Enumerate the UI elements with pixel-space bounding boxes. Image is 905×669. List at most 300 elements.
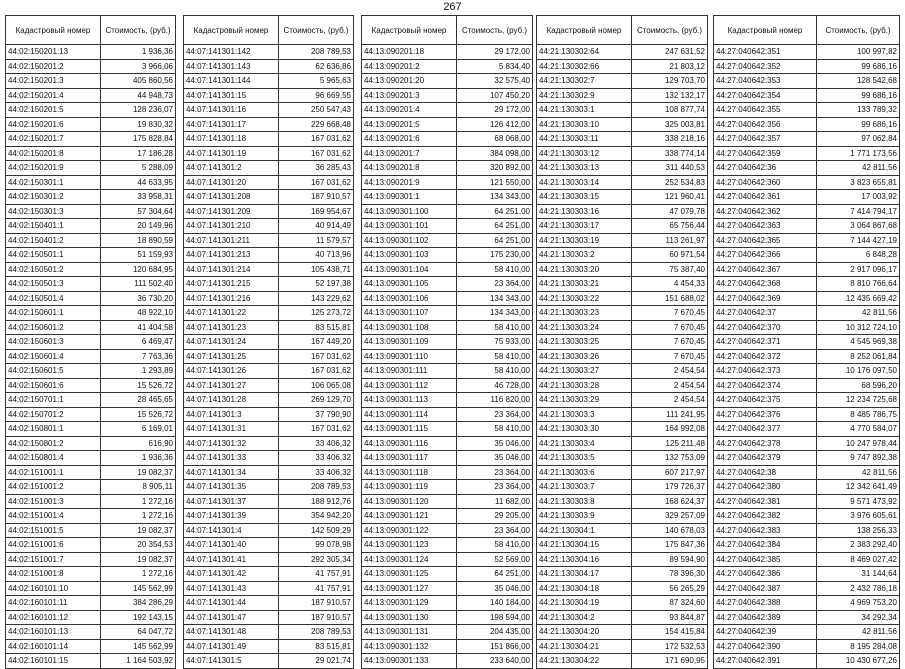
header-cost: Стоимость, (руб.) xyxy=(457,16,533,45)
cadastral-number-cell: 44:27:040642:371 xyxy=(714,335,817,350)
cost-cell: 1 936,36 xyxy=(101,45,176,60)
cost-cell: 5 288,09 xyxy=(101,161,176,176)
table-row xyxy=(184,175,354,190)
cadastral-number-cell: 44:13:090201:4 xyxy=(362,103,457,118)
cadastral-number-cell: 44:27:040642:379 xyxy=(714,451,817,466)
cadastral-number-cell: 44:27:040642:384 xyxy=(714,538,817,553)
header-cost: Стоимость, (руб.) xyxy=(817,16,900,45)
table-row xyxy=(184,523,354,538)
cadastral-number-cell: 44:27:040642:367 xyxy=(714,262,817,277)
table-row xyxy=(714,277,900,292)
cadastral-number-cell: 44:07:141301:44 xyxy=(184,596,279,611)
cadastral-number-cell: 44:13:090201:18 xyxy=(362,45,457,60)
table-row xyxy=(537,639,708,654)
table-row xyxy=(184,494,354,509)
table-row xyxy=(184,161,354,176)
cost-cell: 20 354,53 xyxy=(101,538,176,553)
cost-cell: 52 569,00 xyxy=(457,552,533,567)
cost-cell: 97 062,84 xyxy=(817,132,900,147)
table-row xyxy=(6,219,176,234)
cadastral-number-cell: 44:07:141301:37 xyxy=(184,494,279,509)
cadastral-number-cell: 44:07:141301:28 xyxy=(184,393,279,408)
table-row xyxy=(537,277,708,292)
cost-cell: 18 890,59 xyxy=(101,233,176,248)
cadastral-number-cell: 44:13:090301:104 xyxy=(362,262,457,277)
cost-cell: 8 905,11 xyxy=(101,480,176,495)
cost-cell: 1 272,16 xyxy=(101,509,176,524)
cost-cell: 7 670,45 xyxy=(632,349,708,364)
cadastral-number-cell: 44:02:150801:1 xyxy=(6,422,101,437)
cadastral-number-cell: 44:02:151001:4 xyxy=(6,509,101,524)
table-row xyxy=(537,161,708,176)
table-row xyxy=(362,378,533,393)
table-row xyxy=(714,639,900,654)
cadastral-number-cell: 44:02:151001:5 xyxy=(6,523,101,538)
table-row xyxy=(362,610,533,625)
table-row xyxy=(362,204,533,219)
table-row xyxy=(537,596,708,611)
cadastral-number-cell: 44:27:040642:359 xyxy=(714,146,817,161)
cost-cell: 175 847,36 xyxy=(632,538,708,553)
cost-cell: 134 343,00 xyxy=(457,306,533,321)
cadastral-number-cell: 44:13:090301:105 xyxy=(362,277,457,292)
table-row xyxy=(362,567,533,582)
cadastral-number-cell: 44:21:130303:24 xyxy=(537,320,632,335)
cadastral-number-cell: 44:02:150201:9 xyxy=(6,161,101,176)
cadastral-number-cell: 44:21:130303:23 xyxy=(537,306,632,321)
cost-cell: 7 670,45 xyxy=(632,306,708,321)
table-row xyxy=(6,277,176,292)
cadastral-number-cell: 44:07:141301:31 xyxy=(184,422,279,437)
cost-cell: 68 068,00 xyxy=(457,132,533,147)
cadastral-number-cell: 44:27:040642:355 xyxy=(714,103,817,118)
cadastral-number-cell: 44:02:150201:8 xyxy=(6,146,101,161)
table-row xyxy=(537,45,708,60)
table-row xyxy=(6,480,176,495)
cadastral-number-cell: 44:27:040642:368 xyxy=(714,277,817,292)
cost-cell: 167 449,20 xyxy=(279,335,354,350)
cadastral-number-cell: 44:21:130304:20 xyxy=(537,625,632,640)
cost-cell: 2 454,54 xyxy=(632,364,708,379)
table-row xyxy=(714,407,900,422)
table-row xyxy=(362,509,533,524)
cadastral-number-cell: 44:21:130303:9 xyxy=(537,509,632,524)
table-row xyxy=(537,509,708,524)
cost-cell: 250 547,43 xyxy=(279,103,354,118)
cost-cell: 7 144 427,19 xyxy=(817,233,900,248)
cadastral-number-cell: 44:21:130303:26 xyxy=(537,349,632,364)
cost-cell: 78 396,30 xyxy=(632,567,708,582)
cadastral-number-cell: 44:13:090301:107 xyxy=(362,306,457,321)
cadastral-number-cell: 44:21:130302:7 xyxy=(537,74,632,89)
header-cost: Стоимость, (руб.) xyxy=(632,16,708,45)
cost-cell: 125 273,72 xyxy=(279,306,354,321)
table-row xyxy=(362,465,533,480)
cost-cell: 338 218,16 xyxy=(632,132,708,147)
table-row xyxy=(714,132,900,147)
table-row xyxy=(362,175,533,190)
cadastral-number-cell: 44:02:160101:12 xyxy=(6,610,101,625)
table-row xyxy=(6,248,176,263)
cadastral-number-cell: 44:13:090301:102 xyxy=(362,233,457,248)
table-row xyxy=(184,654,354,669)
cost-cell: 128 236,07 xyxy=(101,103,176,118)
table-row xyxy=(6,639,176,654)
cadastral-number-cell: 44:02:150501:4 xyxy=(6,291,101,306)
cost-cell: 175 828,84 xyxy=(101,132,176,147)
cadastral-number-cell: 44:13:090301:113 xyxy=(362,393,457,408)
cadastral-number-cell: 44:21:130303:28 xyxy=(537,378,632,393)
cost-cell: 192 143,15 xyxy=(101,610,176,625)
cost-cell: 616,90 xyxy=(101,436,176,451)
cadastral-number-cell: 44:27:040642:374 xyxy=(714,378,817,393)
table-row xyxy=(184,335,354,350)
table-row xyxy=(184,103,354,118)
table-row xyxy=(537,552,708,567)
cost-cell: 21 803,12 xyxy=(632,59,708,74)
table-row xyxy=(6,451,176,466)
cost-cell: 75 933,00 xyxy=(457,335,533,350)
cadastral-number-cell: 44:21:130303:22 xyxy=(537,291,632,306)
cadastral-number-cell: 44:13:090301:103 xyxy=(362,248,457,263)
cost-cell: 42 811,56 xyxy=(817,625,900,640)
table-row xyxy=(6,393,176,408)
table-row xyxy=(537,436,708,451)
cadastral-number-cell: 44:13:090301:127 xyxy=(362,581,457,596)
cadastral-number-cell: 44:21:130304:1 xyxy=(537,523,632,538)
cadastral-number-cell: 44:07:141301:47 xyxy=(184,610,279,625)
table-row xyxy=(6,262,176,277)
cost-cell: 126 412,00 xyxy=(457,117,533,132)
cost-cell: 2 917 096,17 xyxy=(817,262,900,277)
cost-cell: 179 726,37 xyxy=(632,480,708,495)
cadastral-number-cell: 44:21:130303:25 xyxy=(537,335,632,350)
cost-cell: 208 789,53 xyxy=(279,625,354,640)
cost-cell: 106 065,08 xyxy=(279,378,354,393)
cadastral-number-cell: 44:27:040642:383 xyxy=(714,523,817,538)
table-row xyxy=(714,509,900,524)
cadastral-number-cell: 44:02:150501:1 xyxy=(6,248,101,263)
cost-cell: 10 247 978,44 xyxy=(817,436,900,451)
cost-cell: 7 763,36 xyxy=(101,349,176,364)
table-row xyxy=(362,103,533,118)
cadastral-number-cell: 44:13:090301:124 xyxy=(362,552,457,567)
cost-cell: 175 230,00 xyxy=(457,248,533,263)
table-row xyxy=(184,552,354,567)
cadastral-number-cell: 44:21:130303:1 xyxy=(537,103,632,118)
cost-cell: 171 690,95 xyxy=(632,654,708,669)
table-row xyxy=(362,349,533,364)
cost-cell: 37 790,90 xyxy=(279,407,354,422)
table-row xyxy=(6,233,176,248)
cadastral-number-cell: 44:13:090301:101 xyxy=(362,219,457,234)
cost-cell: 99 078,98 xyxy=(279,538,354,553)
cost-cell: 8 485 786,75 xyxy=(817,407,900,422)
cadastral-number-cell: 44:02:150601:1 xyxy=(6,306,101,321)
cadastral-number-cell: 44:27:040642:366 xyxy=(714,248,817,263)
table-row xyxy=(184,538,354,553)
table-row xyxy=(714,567,900,582)
table-row xyxy=(714,88,900,103)
cadastral-number-cell: 44:27:040642:373 xyxy=(714,364,817,379)
table-row xyxy=(184,465,354,480)
cadastral-number-cell: 44:21:130303:2 xyxy=(537,248,632,263)
table-row xyxy=(362,654,533,669)
cadastre-table-3 xyxy=(361,15,533,669)
cadastral-number-cell: 44:13:090201:2 xyxy=(362,59,457,74)
table-row xyxy=(362,262,533,277)
cost-cell: 62 636,86 xyxy=(279,59,354,74)
table-row xyxy=(714,465,900,480)
cadastral-number-cell: 44:21:130303:5 xyxy=(537,451,632,466)
table-row xyxy=(714,248,900,263)
table-row xyxy=(6,538,176,553)
cadastral-number-cell: 44:07:141301:25 xyxy=(184,349,279,364)
cadastral-number-cell: 44:13:090201:6 xyxy=(362,132,457,147)
cadastral-number-cell: 44:07:141301:34 xyxy=(184,465,279,480)
cadastral-number-cell: 44:21:130304:16 xyxy=(537,552,632,567)
table-row xyxy=(537,407,708,422)
cost-cell: 229 668,48 xyxy=(279,117,354,132)
cadastral-number-cell: 44:02:150601:4 xyxy=(6,349,101,364)
cadastral-number-cell: 44:27:040642:387 xyxy=(714,581,817,596)
table-row xyxy=(184,596,354,611)
table-row xyxy=(537,291,708,306)
cost-cell: 6 848,28 xyxy=(817,248,900,263)
cost-cell: 19 082,37 xyxy=(101,465,176,480)
table-row xyxy=(6,567,176,582)
table-row xyxy=(714,349,900,364)
cost-cell: 8 469 027,42 xyxy=(817,552,900,567)
table-row xyxy=(362,233,533,248)
cadastral-number-cell: 44:27:040642:354 xyxy=(714,88,817,103)
cost-cell: 3 823 655,81 xyxy=(817,175,900,190)
table-row xyxy=(714,59,900,74)
cadastral-number-cell: 44:21:130303:27 xyxy=(537,364,632,379)
cost-cell: 187 910,57 xyxy=(279,190,354,205)
cadastral-number-cell: 44:02:151001:3 xyxy=(6,494,101,509)
cadastral-number-cell: 44:21:130304:2 xyxy=(537,610,632,625)
cost-cell: 89 594,90 xyxy=(632,552,708,567)
cadastral-number-cell: 44:02:150701:1 xyxy=(6,393,101,408)
cadastral-number-cell: 44:21:130304:19 xyxy=(537,596,632,611)
cost-cell: 105 438,71 xyxy=(279,262,354,277)
cadastral-number-cell: 44:02:151001:1 xyxy=(6,465,101,480)
table-row xyxy=(537,422,708,437)
table-row xyxy=(184,190,354,205)
table-row xyxy=(6,625,176,640)
table-row xyxy=(362,393,533,408)
table-row xyxy=(184,262,354,277)
table-row xyxy=(537,306,708,321)
cadastral-number-cell: 44:21:130303:21 xyxy=(537,277,632,292)
table-row xyxy=(6,436,176,451)
cost-cell: 167 031,62 xyxy=(279,349,354,364)
header-row xyxy=(184,16,354,45)
table-row xyxy=(537,581,708,596)
cadastral-number-cell: 44:21:130303:7 xyxy=(537,480,632,495)
cost-cell: 48 922,10 xyxy=(101,306,176,321)
cadastral-number-cell: 44:13:090301:122 xyxy=(362,523,457,538)
table-row xyxy=(184,306,354,321)
cadastral-number-cell: 44:02:151001:8 xyxy=(6,567,101,582)
table-row xyxy=(362,480,533,495)
cost-cell: 9 747 892,38 xyxy=(817,451,900,466)
cost-cell: 23 364,00 xyxy=(457,277,533,292)
cadastre-table-2 xyxy=(183,15,354,669)
cost-cell: 100 997,82 xyxy=(817,45,900,60)
cost-cell: 64 251,00 xyxy=(457,204,533,219)
cadastral-number-cell: 44:07:141301:142 xyxy=(184,45,279,60)
table-row xyxy=(537,204,708,219)
table-row xyxy=(6,320,176,335)
cost-cell: 116 820,00 xyxy=(457,393,533,408)
cadastral-number-cell: 44:27:040642:375 xyxy=(714,393,817,408)
table-row xyxy=(184,291,354,306)
table-row xyxy=(184,59,354,74)
table-row xyxy=(362,219,533,234)
table-row xyxy=(6,306,176,321)
cadastral-number-cell: 44:07:141301:213 xyxy=(184,248,279,263)
cadastral-number-cell: 44:02:150201:6 xyxy=(6,117,101,132)
header-cadastral-number: Кадастровый номер xyxy=(362,16,457,45)
cadastral-number-cell: 44:27:040642:385 xyxy=(714,552,817,567)
cost-cell: 320 892,00 xyxy=(457,161,533,176)
cost-cell: 42 811,56 xyxy=(817,465,900,480)
table-row xyxy=(184,146,354,161)
cadastral-number-cell: 44:13:090201:8 xyxy=(362,161,457,176)
table-row xyxy=(184,219,354,234)
cadastral-number-cell: 44:27:040642:381 xyxy=(714,494,817,509)
cost-cell: 58 410,00 xyxy=(457,538,533,553)
table-row xyxy=(537,117,708,132)
cost-cell: 129 703,70 xyxy=(632,74,708,89)
table-row xyxy=(714,306,900,321)
cadastral-number-cell: 44:02:150201:7 xyxy=(6,132,101,147)
cadastral-number-cell: 44:21:130303:30 xyxy=(537,422,632,437)
cost-cell: 1 164 503,92 xyxy=(101,654,176,669)
cadastral-number-cell: 44:13:090301:110 xyxy=(362,349,457,364)
table-row xyxy=(537,175,708,190)
table-row xyxy=(714,190,900,205)
cadastral-number-cell: 44:27:040642:36 xyxy=(714,161,817,176)
cadastral-number-cell: 44:13:090301:115 xyxy=(362,422,457,437)
cost-cell: 64 251,00 xyxy=(457,567,533,582)
header-cadastral-number: Кадастровый номер xyxy=(537,16,632,45)
cadastral-number-cell: 44:07:141301:4 xyxy=(184,523,279,538)
cadastral-number-cell: 44:02:150301:2 xyxy=(6,190,101,205)
cost-cell: 44 633,95 xyxy=(101,175,176,190)
cost-cell: 145 562,99 xyxy=(101,581,176,596)
cost-cell: 12 234 725,68 xyxy=(817,393,900,408)
cost-cell: 172 532,53 xyxy=(632,639,708,654)
cost-cell: 99 686,16 xyxy=(817,59,900,74)
cost-cell: 36 285,43 xyxy=(279,161,354,176)
table-row xyxy=(184,422,354,437)
cost-cell: 58 410,00 xyxy=(457,422,533,437)
cost-cell: 1 272,16 xyxy=(101,494,176,509)
table-row xyxy=(714,74,900,89)
table-row xyxy=(537,625,708,640)
table-row xyxy=(362,581,533,596)
cadastral-number-cell: 44:07:141301:215 xyxy=(184,277,279,292)
cadastral-number-cell: 44:07:141301:208 xyxy=(184,190,279,205)
cadastral-number-cell: 44:21:130303:4 xyxy=(537,436,632,451)
cadastral-number-cell: 44:07:141301:209 xyxy=(184,204,279,219)
cost-cell: 34 292,34 xyxy=(817,610,900,625)
cadastral-number-cell: 44:13:090301:129 xyxy=(362,596,457,611)
cost-cell: 35 046,00 xyxy=(457,436,533,451)
cadastral-number-cell: 44:07:141301:143 xyxy=(184,59,279,74)
table-row xyxy=(6,610,176,625)
cost-cell: 3 966,06 xyxy=(101,59,176,74)
cadastral-number-cell: 44:07:141301:35 xyxy=(184,480,279,495)
cadastral-number-cell: 44:07:141301:17 xyxy=(184,117,279,132)
cadastral-number-cell: 44:13:090301:100 xyxy=(362,204,457,219)
table-row xyxy=(6,335,176,350)
table-row xyxy=(537,248,708,263)
table-row xyxy=(714,494,900,509)
cadastral-number-cell: 44:07:141301:26 xyxy=(184,364,279,379)
table-row xyxy=(362,146,533,161)
cadastral-number-cell: 44:21:130303:14 xyxy=(537,175,632,190)
table-row xyxy=(6,117,176,132)
cadastral-number-cell: 44:21:130303:12 xyxy=(537,146,632,161)
cost-cell: 138 256,33 xyxy=(817,523,900,538)
table-row xyxy=(714,393,900,408)
cost-cell: 111 241,95 xyxy=(632,407,708,422)
table-row xyxy=(537,146,708,161)
cost-cell: 35 046,00 xyxy=(457,581,533,596)
cadastral-number-cell: 44:07:141301:211 xyxy=(184,233,279,248)
cadastral-number-cell: 44:27:040642:380 xyxy=(714,480,817,495)
cadastral-number-cell: 44:13:090201:9 xyxy=(362,175,457,190)
table-row xyxy=(714,610,900,625)
cadastral-number-cell: 44:21:130303:11 xyxy=(537,132,632,147)
table-row xyxy=(6,494,176,509)
cost-cell: 134 343,00 xyxy=(457,190,533,205)
cadastral-number-cell: 44:02:160101:13 xyxy=(6,625,101,640)
cadastral-number-cell: 44:27:040642:363 xyxy=(714,219,817,234)
table-row xyxy=(6,132,176,147)
cadastral-number-cell: 44:13:090201:7 xyxy=(362,146,457,161)
table-row xyxy=(537,59,708,74)
cost-cell: 15 526,72 xyxy=(101,378,176,393)
cost-cell: 64 047,72 xyxy=(101,625,176,640)
cost-cell: 6 169,01 xyxy=(101,422,176,437)
cost-cell: 4 454,33 xyxy=(632,277,708,292)
table-row xyxy=(362,306,533,321)
cadastral-number-cell: 44:27:040642:388 xyxy=(714,596,817,611)
table-row xyxy=(362,451,533,466)
table-row xyxy=(362,277,533,292)
table-row xyxy=(6,364,176,379)
header-row xyxy=(714,16,900,45)
cost-cell: 198 594,00 xyxy=(457,610,533,625)
cost-cell: 269 129,70 xyxy=(279,393,354,408)
table-row xyxy=(537,320,708,335)
cadastral-number-cell: 44:27:040642:362 xyxy=(714,204,817,219)
cadastral-number-cell: 44:27:040642:38 xyxy=(714,465,817,480)
cadastral-number-cell: 44:27:040642:357 xyxy=(714,132,817,147)
cadastral-number-cell: 44:07:141301:48 xyxy=(184,625,279,640)
cost-cell: 167 031,62 xyxy=(279,364,354,379)
table-row xyxy=(6,59,176,74)
cadastral-number-cell: 44:27:040642:370 xyxy=(714,320,817,335)
cadastral-number-cell: 44:13:090301:125 xyxy=(362,567,457,582)
table-row xyxy=(6,88,176,103)
cadastral-number-cell: 44:07:141301:41 xyxy=(184,552,279,567)
